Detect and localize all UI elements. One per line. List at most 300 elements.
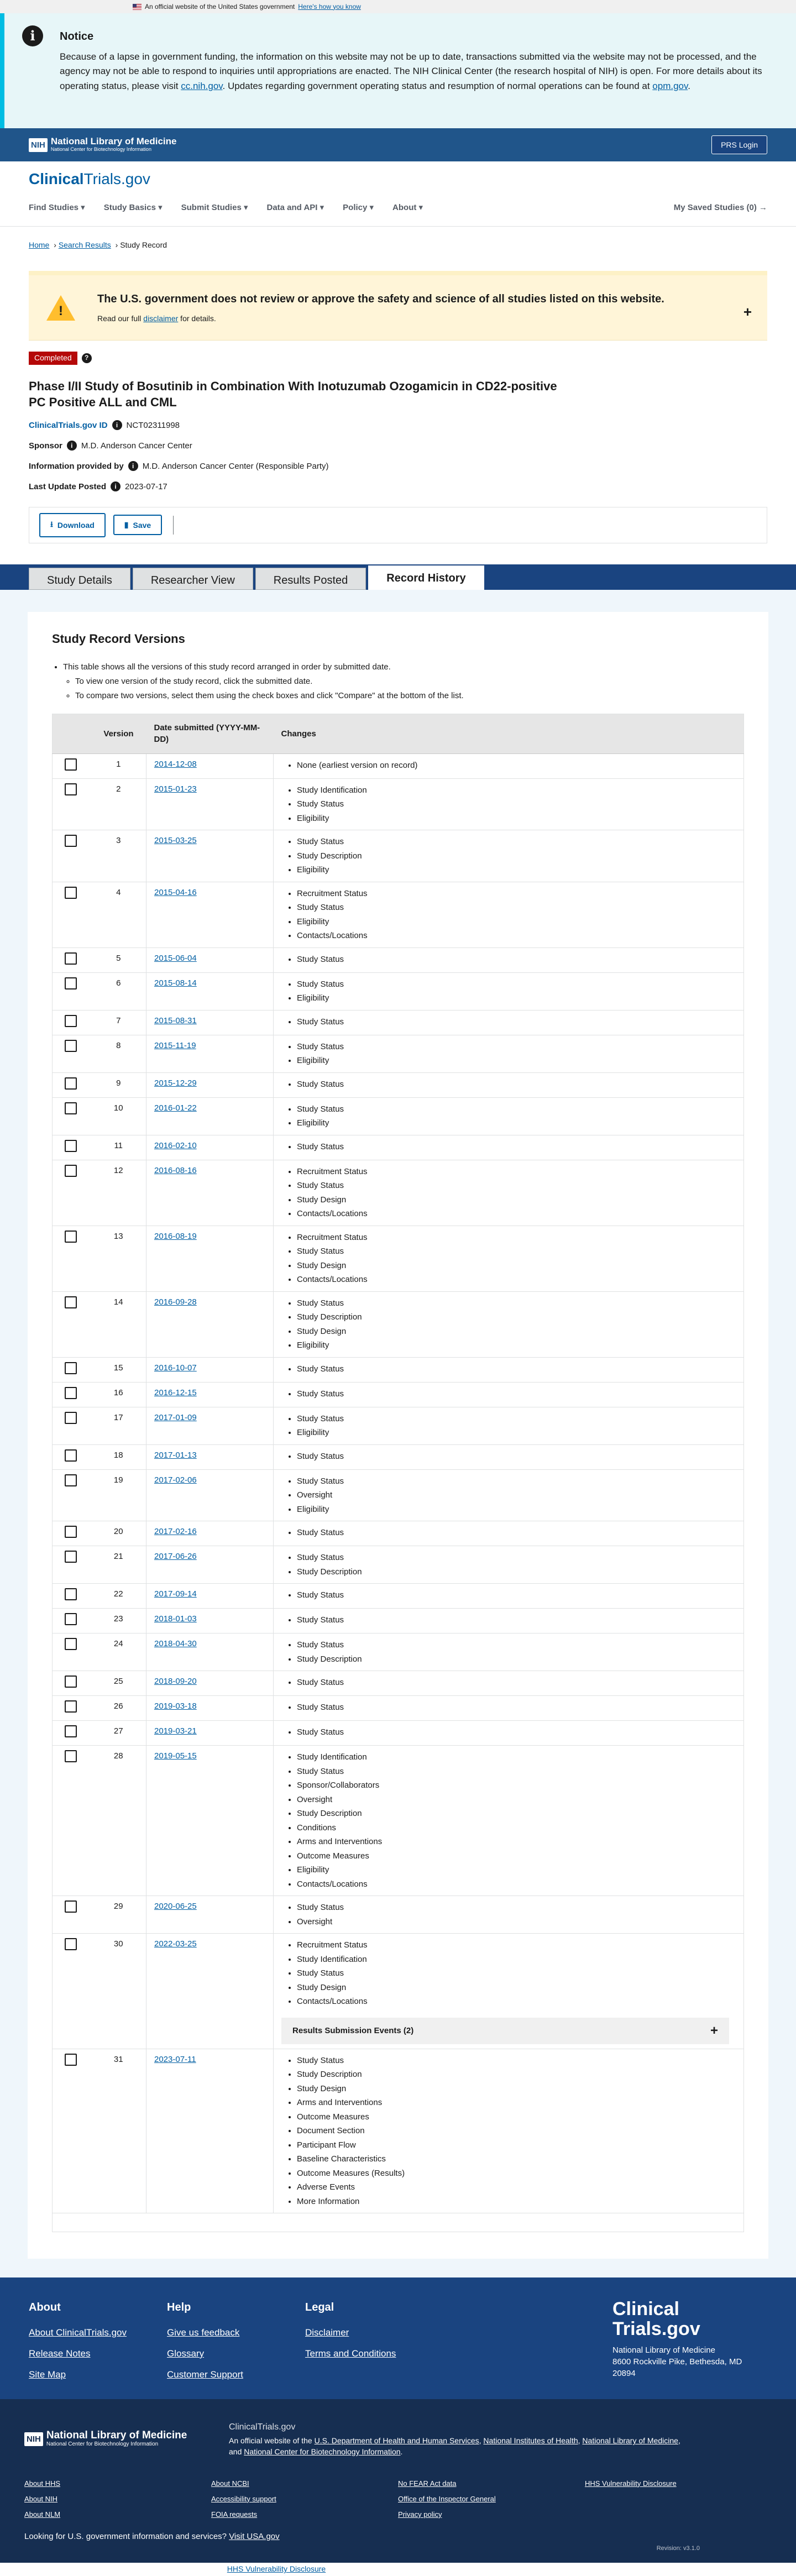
ncbi-link[interactable]: National Center for Biotechnology Information	[244, 2447, 401, 2456]
version-checkbox[interactable]	[65, 1725, 77, 1737]
change-item: • Study Status	[297, 1725, 736, 1740]
version-date-link[interactable]: 2017-01-13	[154, 1450, 197, 1460]
bookmark-icon: ▮	[124, 520, 129, 530]
nav-submit-studies[interactable]: Submit Studies ▾	[181, 203, 248, 213]
footer-link[interactable]: Glossary	[167, 2348, 205, 2359]
change-item: • Outcome Measures	[297, 1849, 736, 1863]
footer-link[interactable]: Site Map	[29, 2369, 66, 2380]
version-checkbox[interactable]	[65, 1613, 77, 1625]
sponsor-row: Sponsor i M.D. Anderson Cancer Center	[29, 441, 192, 451]
version-number: 17	[91, 1407, 146, 1444]
version-date-link[interactable]: 2015-08-31	[154, 1015, 197, 1025]
version-date-link[interactable]: 2018-04-30	[154, 1639, 197, 1649]
change-item: • Study Status	[297, 1526, 736, 1540]
version-number: 22	[91, 1584, 146, 1609]
version-date-link[interactable]: 2019-03-18	[154, 1701, 197, 1711]
version-checkbox[interactable]	[65, 1900, 77, 1913]
changes-list	[297, 1231, 736, 1287]
version-number: 7	[91, 1010, 146, 1035]
changes-list	[297, 1474, 736, 1517]
opm-link[interactable]: opm.gov	[652, 80, 688, 91]
changes-list	[297, 1588, 736, 1603]
table-row	[53, 1671, 744, 1696]
footer-link[interactable]: Office of the Inspector General	[398, 2494, 496, 2503]
footer-link[interactable]: About NLM	[24, 2510, 61, 2519]
version-date-link[interactable]: 2017-01-09	[154, 1412, 197, 1422]
versions-table	[52, 714, 744, 2214]
table-row	[53, 1010, 744, 1035]
changes-list	[297, 1700, 736, 1715]
change-item: • Study Status	[297, 952, 736, 967]
version-number: 28	[91, 1746, 146, 1896]
table-footer	[52, 2213, 744, 2232]
change-item: • Eligibility	[297, 1863, 736, 1877]
main-nav	[29, 202, 767, 213]
version-date-link[interactable]: 2020-06-25	[154, 1902, 197, 1912]
change-item: • Eligibility	[297, 1502, 736, 1517]
nlm-logo[interactable]	[29, 137, 177, 153]
table-row	[53, 1896, 744, 1934]
version-checkbox[interactable]	[65, 1077, 77, 1090]
version-date-link[interactable]: 2016-01-22	[154, 1103, 197, 1113]
nav-study-basics[interactable]: Study Basics ▾	[103, 203, 163, 213]
table-row	[53, 778, 744, 830]
usa-gov-link[interactable]: Visit USA.gov	[229, 2532, 280, 2542]
table-row	[53, 1357, 744, 1382]
hhs-vuln-link[interactable]: HHS Vulnerability Disclosure	[227, 2564, 326, 2574]
version-checkbox[interactable]	[65, 1102, 77, 1114]
version-checkbox[interactable]	[65, 887, 77, 899]
nih-logo-icon: NIH	[24, 2432, 43, 2446]
footer-brand	[612, 2300, 767, 2399]
footer-links	[24, 2479, 772, 2526]
footer-link[interactable]: About NIH	[24, 2494, 57, 2503]
changes-list	[297, 1077, 736, 1092]
change-item: • Study Status	[297, 1551, 736, 1565]
table-row	[53, 972, 744, 1010]
footer-nlm-logo[interactable]	[24, 2421, 207, 2458]
funding-notice	[0, 13, 796, 128]
nlm-link[interactable]: National Library of Medicine	[582, 2436, 678, 2446]
version-date-link[interactable]: 2016-12-15	[154, 1388, 197, 1397]
cc-nih-link[interactable]: cc.nih.gov	[181, 80, 223, 91]
changes-list	[297, 1938, 736, 2009]
gov-banner	[0, 0, 796, 13]
plus-icon: +	[710, 2023, 718, 2038]
nlm-name: National Library of Medicine	[46, 2430, 187, 2442]
changes-list	[297, 783, 736, 826]
version-checkbox[interactable]	[65, 2054, 77, 2066]
change-item: • Study Status	[297, 1140, 736, 1154]
version-number: 23	[91, 1609, 146, 1633]
help-icon[interactable]: i	[67, 441, 77, 451]
version-checkbox[interactable]	[65, 1015, 77, 1027]
version-date-link[interactable]: 2016-02-10	[154, 1140, 197, 1150]
version-number: 18	[91, 1444, 146, 1469]
change-item: • Study Status	[297, 1387, 736, 1401]
breadcrumb-home[interactable]: Home	[29, 240, 50, 249]
change-item: • Sponsor/Collaborators	[297, 1778, 736, 1793]
version-date-link[interactable]: 2016-08-16	[154, 1165, 197, 1175]
version-checkbox[interactable]	[65, 1551, 77, 1563]
version-checkbox[interactable]	[65, 1700, 77, 1713]
bottom-strip	[0, 2563, 796, 2576]
change-item: • Arms and Interventions	[297, 1835, 736, 1849]
results-events-toggle[interactable]	[281, 2018, 729, 2044]
footer-link[interactable]: Privacy policy	[398, 2510, 442, 2519]
version-checkbox[interactable]	[65, 1362, 77, 1374]
change-item: • Participant Flow	[297, 2138, 736, 2153]
heres-how-link[interactable]: Here's how you know	[298, 2, 361, 11]
table-row	[53, 1135, 744, 1160]
table-row	[53, 947, 744, 972]
status-badge: Completed	[29, 352, 77, 365]
change-item: • Outcome Measures	[297, 2110, 736, 2124]
change-item: • Study Status	[297, 1449, 736, 1464]
change-item: • Eligibility	[297, 1426, 736, 1440]
us-flag-icon	[133, 4, 142, 10]
version-checkbox[interactable]	[65, 1938, 77, 1950]
col-changes: Changes	[274, 714, 744, 753]
nih-logo-icon: NIH	[29, 138, 48, 152]
change-item: • Eligibility	[297, 1116, 736, 1130]
footer-about-heading: About	[29, 2301, 61, 2314]
intro-sub2: ◦ To compare two versions, select them using the check boxes and click "Compare" at the bottom of the list.	[75, 689, 744, 703]
change-item: • Recruitment Status	[297, 887, 736, 901]
version-date-link[interactable]: 2017-06-26	[154, 1552, 197, 1562]
change-item: • Study Description	[297, 1310, 736, 1324]
ctid-row: ClinicalTrials.gov ID i NCT02311998	[29, 420, 180, 430]
change-item: • Study Status	[297, 1588, 736, 1603]
change-item: • Contacts/Locations	[297, 1273, 736, 1287]
changes-list	[297, 1165, 736, 1221]
changes-list	[297, 1551, 736, 1579]
version-number: 2	[91, 778, 146, 830]
change-item: • Study Description	[297, 1807, 736, 1821]
changes-list	[297, 1015, 736, 1029]
version-date-link[interactable]: 2019-05-15	[154, 1751, 197, 1761]
version-checkbox[interactable]	[65, 1750, 77, 1762]
study-title: Phase I/II Study of Bosutinib in Combination With Inotuzumab Ozogamicin in CD22-positive PC Positive ALL and CML	[29, 379, 557, 410]
change-item: • Study Identification	[297, 1952, 736, 1967]
version-checkbox[interactable]	[65, 758, 77, 771]
change-item: • Eligibility	[297, 1054, 736, 1068]
study-info	[0, 341, 796, 493]
changes-list	[297, 1676, 736, 1690]
version-checkbox[interactable]	[65, 1526, 77, 1538]
download-button[interactable]: ⭳ Download	[39, 513, 106, 537]
footer-link[interactable]: Disclaimer	[305, 2327, 349, 2338]
nlm-name: National Library of Medicine	[50, 136, 177, 147]
change-item: • Study Status	[297, 1900, 736, 1915]
save-button[interactable]: ▮ Save	[113, 515, 162, 535]
changes-list	[297, 1449, 736, 1464]
table-row	[53, 1746, 744, 1896]
change-item: • Study Description	[297, 849, 736, 863]
footer-link[interactable]: Give us feedback	[167, 2327, 240, 2338]
footer-link[interactable]: Terms and Conditions	[305, 2348, 396, 2359]
nav-policy[interactable]: Policy ▾	[343, 203, 374, 213]
footer-address: National Library of Medicine 8600 Rockville Pike, Bethesda, MD 20894	[612, 2345, 742, 2379]
table-row	[53, 1407, 744, 1444]
changes-list	[297, 1613, 736, 1627]
changes-list	[297, 1102, 736, 1130]
col-date: Date submitted (YYYY-MM-DD)	[146, 714, 274, 753]
change-item: • Study Status	[297, 1077, 736, 1092]
help-icon[interactable]: i	[128, 461, 138, 471]
change-item: • Study Status	[297, 1362, 736, 1376]
change-item: • Study Design	[297, 1193, 736, 1207]
change-item: • Study Description	[297, 2067, 736, 2082]
version-number: 26	[91, 1696, 146, 1721]
site-logo[interactable]: ClinicalTrials.gov	[29, 170, 150, 187]
table-row	[53, 1721, 744, 1746]
change-item: • Study Design	[297, 1259, 736, 1273]
footer-link[interactable]: No FEAR Act data	[398, 2479, 457, 2488]
version-number: 16	[91, 1382, 146, 1407]
results-events-label: Results Submission Events (2)	[292, 2026, 414, 2036]
change-item: • Study Status	[297, 835, 736, 849]
table-row	[53, 1469, 744, 1521]
footer-link[interactable]: About HHS	[24, 2479, 61, 2488]
version-date-link[interactable]: 2023-07-11	[154, 2054, 196, 2064]
change-item: • Study Status	[297, 1102, 736, 1117]
version-date-link[interactable]: 2017-02-06	[154, 1475, 197, 1485]
nav-data-api[interactable]: Data and API ▾	[266, 203, 324, 213]
col-version: Version	[91, 714, 146, 753]
change-item: • Recruitment Status	[297, 1938, 736, 1952]
version-number: 31	[91, 2049, 146, 2213]
version-date-link[interactable]: 2015-11-19	[154, 1040, 196, 1050]
ncbi-name: National Center for Biotechnology Information	[46, 2441, 159, 2448]
prs-login-button[interactable]: PRS Login	[711, 135, 767, 154]
version-date-link[interactable]: 2015-04-16	[154, 887, 197, 897]
hhs-link[interactable]: U.S. Department of Health and Human Services	[314, 2436, 479, 2446]
version-number: 5	[91, 947, 146, 972]
changes-list	[297, 1725, 736, 1740]
version-number: 27	[91, 1721, 146, 1746]
change-item: • Outcome Measures (Results)	[297, 2166, 736, 2181]
change-item: • Oversight	[297, 1488, 736, 1502]
nlm-header	[0, 128, 796, 161]
table-row	[53, 1160, 744, 1226]
version-date-link[interactable]: 2018-01-03	[154, 1614, 197, 1624]
footer-link[interactable]: About ClinicalTrials.gov	[29, 2327, 127, 2338]
change-item: • Study Status	[297, 1244, 736, 1259]
nav-find-studies[interactable]: Find Studies ▾	[29, 203, 85, 213]
version-number: 3	[91, 830, 146, 882]
help-icon[interactable]: i	[111, 481, 121, 491]
version-number: 30	[91, 1934, 146, 2049]
changes-list	[297, 1296, 736, 1353]
change-item: • Study Description	[297, 1565, 736, 1579]
disclaimer-box	[29, 271, 767, 341]
footer-link[interactable]: About NCBI	[211, 2479, 249, 2488]
version-number: 29	[91, 1896, 146, 1934]
tab-study-details[interactable]: Study Details	[29, 568, 130, 590]
version-date-link[interactable]: 2017-09-14	[154, 1589, 197, 1599]
changes-list	[297, 1638, 736, 1666]
change-item: • More Information	[297, 2195, 736, 2209]
version-date-link[interactable]: 2017-02-16	[154, 1527, 197, 1537]
table-row	[53, 1072, 744, 1097]
change-item: • Study Status	[297, 1474, 736, 1489]
notice-title: Notice	[60, 30, 94, 43]
version-checkbox[interactable]	[65, 1676, 77, 1688]
versions-card	[28, 612, 768, 2259]
breadcrumb-current: Study Record	[120, 240, 167, 249]
version-number: 10	[91, 1097, 146, 1135]
footer-link[interactable]: FOIA requests	[211, 2510, 258, 2519]
change-item: • Contacts/Locations	[297, 929, 736, 943]
change-item: • Document Section	[297, 2124, 736, 2138]
version-checkbox[interactable]	[65, 1040, 77, 1052]
info-provided-row: Information provided by i M.D. Anderson Cancer Center (Responsible Party)	[29, 461, 329, 471]
change-item: • Eligibility	[297, 915, 736, 929]
version-number: 4	[91, 882, 146, 947]
change-item: • Study Description	[297, 1652, 736, 1667]
version-date-link[interactable]: 2018-09-20	[154, 1677, 197, 1687]
notice-body: Because of a lapse in government funding, the information on this website may not be up to date, transactions submitted via the website may not be processed, and the agency may not be able to respond to inquiries until appropriations are enacted. The NIH Clinical Center (the research hospital of NIH) is open. For more details about its operating status, please visit cc.nih.gov. Updates regarding government operating status and resumption of normal operations can be found at opm.gov.	[60, 51, 762, 91]
change-item: • Recruitment Status	[297, 1165, 736, 1179]
footer-link[interactable]: Release Notes	[29, 2348, 91, 2359]
version-checkbox[interactable]	[65, 835, 77, 847]
change-item: • Study Status	[297, 1015, 736, 1029]
change-item: • Study Status	[297, 1638, 736, 1652]
version-checkbox[interactable]	[65, 1474, 77, 1486]
ncbi-name: National Center for Biotechnology Information	[50, 146, 151, 153]
version-date-link[interactable]: 2015-08-14	[154, 978, 197, 988]
change-item: • Adverse Events	[297, 2180, 736, 2195]
breadcrumb-search-results[interactable]: Search Results	[58, 240, 111, 249]
usa-gov-row: Looking for U.S. government information and services? Visit USA.gov	[24, 2532, 280, 2542]
version-date-link[interactable]: 2015-06-04	[154, 953, 197, 963]
version-checkbox[interactable]	[65, 1231, 77, 1243]
table-row	[53, 1382, 744, 1407]
change-item: • Study Status	[297, 797, 736, 811]
change-item: • Contacts/Locations	[297, 1877, 736, 1892]
changes-list	[297, 1362, 736, 1376]
footer-help-heading: Help	[167, 2301, 191, 2314]
changes-list	[297, 952, 736, 967]
version-checkbox[interactable]	[65, 1165, 77, 1177]
disclaimer-link[interactable]: disclaimer	[143, 313, 179, 323]
change-item: • Study Identification	[297, 783, 736, 798]
version-number: 21	[91, 1546, 146, 1584]
nih-link[interactable]: National Institutes of Health	[483, 2436, 578, 2446]
footer-logo[interactable]: Clinical Trials.gov	[612, 2298, 700, 2339]
version-date-link[interactable]: 2016-09-28	[154, 1297, 197, 1307]
table-row	[53, 1521, 744, 1546]
table-row	[53, 1291, 744, 1357]
change-item: • Oversight	[297, 1915, 736, 1929]
intro-text: • This table shows all the versions of this study record arranged in order by submitted date.	[63, 660, 744, 674]
version-checkbox[interactable]	[65, 1588, 77, 1600]
last-update-row: Last Update Posted i 2023-07-17	[29, 481, 167, 491]
record-history-section	[0, 590, 796, 2277]
version-number: 11	[91, 1135, 146, 1160]
changes-list	[297, 1412, 736, 1440]
change-item: • Study Status	[297, 1296, 736, 1311]
version-checkbox[interactable]	[65, 952, 77, 965]
change-item: • Study Status	[297, 2054, 736, 2068]
change-item: • Study Status	[297, 1179, 736, 1193]
revision-text: Revision: v3.1.0	[656, 2545, 700, 2552]
footer-link[interactable]: Accessibility support	[211, 2494, 276, 2503]
footer-top	[0, 2277, 796, 2399]
col-select	[53, 714, 91, 753]
version-checkbox[interactable]	[65, 1412, 77, 1424]
change-item: • Eligibility	[297, 863, 736, 877]
changes-list	[297, 887, 736, 943]
version-number: 15	[91, 1357, 146, 1382]
version-checkbox[interactable]	[65, 1449, 77, 1462]
tab-results-posted[interactable]: Results Posted	[255, 568, 366, 590]
version-number: 20	[91, 1521, 146, 1546]
version-checkbox[interactable]	[65, 1387, 77, 1399]
change-item: • Arms and Interventions	[297, 2096, 736, 2110]
version-date-link[interactable]: 2015-03-25	[154, 836, 197, 846]
table-row	[53, 753, 744, 778]
expand-disclaimer-button[interactable]: +	[743, 303, 752, 320]
version-date-link[interactable]: 2014-12-08	[154, 759, 197, 769]
table-row	[53, 830, 744, 882]
change-item: • Oversight	[297, 1793, 736, 1807]
version-number: 1	[91, 753, 146, 778]
version-number: 25	[91, 1671, 146, 1696]
help-icon[interactable]: i	[112, 420, 122, 430]
table-row	[53, 1609, 744, 1633]
version-date-link[interactable]: 2015-01-23	[154, 784, 197, 794]
footer-about	[29, 2300, 167, 2399]
version-date-link[interactable]: 2019-03-21	[154, 1726, 197, 1736]
tab-record-history[interactable]: Record History	[368, 566, 484, 590]
nav-saved-studies[interactable]: My Saved Studies (0) →	[673, 203, 767, 213]
version-date-link[interactable]: 2016-10-07	[154, 1363, 197, 1373]
footer-link[interactable]: Customer Support	[167, 2369, 243, 2380]
version-checkbox[interactable]	[65, 977, 77, 989]
version-checkbox[interactable]	[65, 1296, 77, 1308]
tab-researcher-view[interactable]: Researcher View	[133, 568, 253, 590]
warning-icon: !	[46, 295, 75, 321]
version-checkbox[interactable]	[65, 1638, 77, 1650]
footer-help	[167, 2300, 305, 2399]
version-number: 13	[91, 1226, 146, 1291]
info-icon: i	[22, 25, 43, 46]
change-item: • Study Design	[297, 1981, 736, 1995]
table-row	[53, 1035, 744, 1072]
site-header	[0, 161, 796, 227]
version-date-link[interactable]: 2022-03-25	[154, 1939, 197, 1949]
divider	[173, 516, 174, 535]
change-item: • Study Status	[297, 1040, 736, 1054]
change-item: • Conditions	[297, 1821, 736, 1835]
footer-link[interactable]: HHS Vulnerability Disclosure	[585, 2479, 677, 2488]
change-item: • Baseline Characteristics	[297, 2152, 736, 2166]
table-row	[53, 2049, 744, 2213]
version-checkbox[interactable]	[65, 783, 77, 795]
version-date-link[interactable]: 2016-08-19	[154, 1231, 197, 1241]
change-item: • Study Design	[297, 2082, 736, 2096]
changes-list	[297, 835, 736, 877]
changes-list	[297, 1750, 736, 1891]
nav-about[interactable]: About ▾	[392, 203, 423, 213]
table-row	[53, 1444, 744, 1469]
versions-heading: Study Record Versions	[52, 631, 185, 646]
help-icon[interactable]: ?	[82, 353, 92, 363]
version-date-link[interactable]: 2015-12-29	[154, 1078, 197, 1088]
version-checkbox[interactable]	[65, 1140, 77, 1152]
